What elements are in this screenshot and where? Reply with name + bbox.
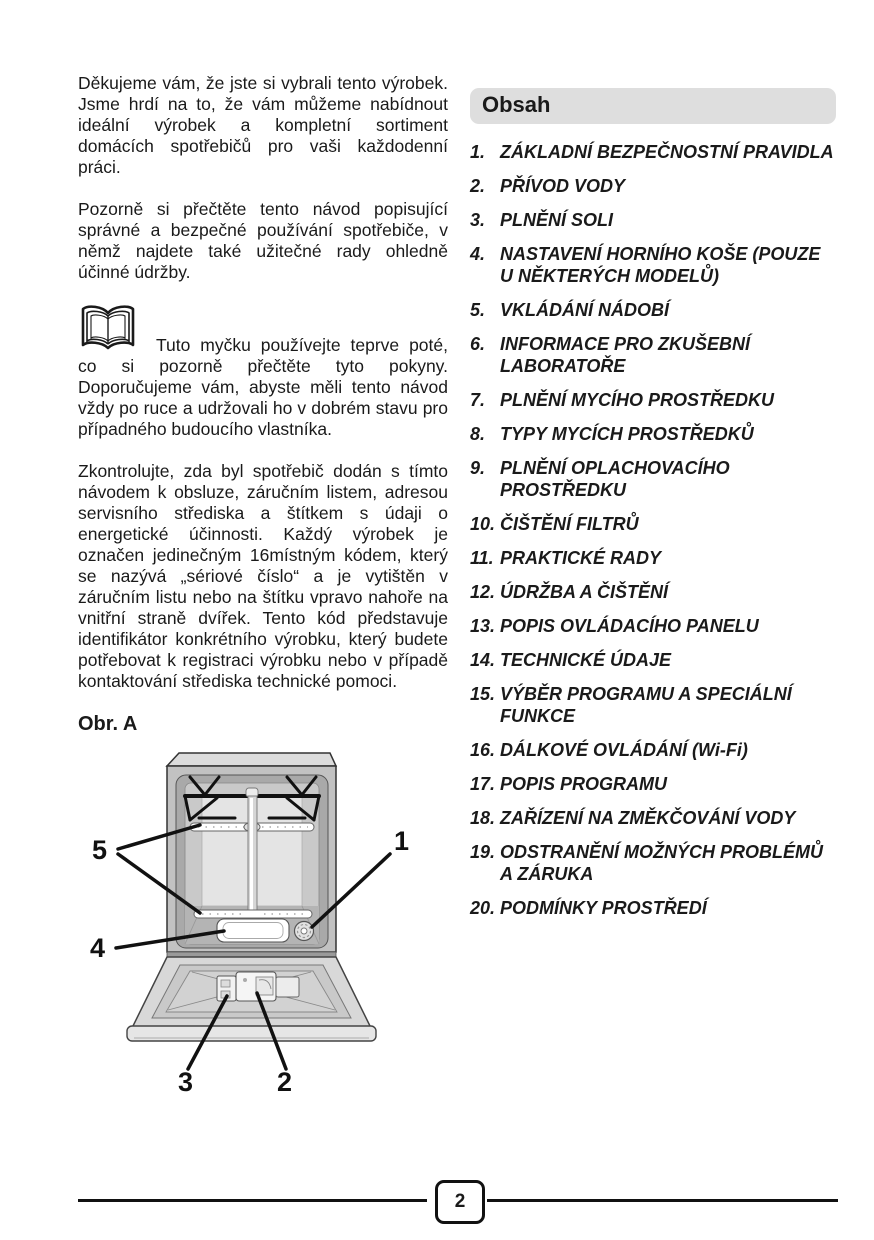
intro-paragraph-3: Tuto myčku používejte teprve poté, co si pozorně přečtěte tyto pokyny. Doporučujeme vám, abyste měli tento návod vždy po ruce a udržovali ho v dobrém stavu pro případného budoucího vlastníka. (78, 335, 448, 439)
callout-5: 5 (92, 835, 108, 865)
toc-item-number: 8. (470, 424, 486, 444)
toc-item (470, 141, 836, 163)
toc-item (470, 389, 836, 411)
toc-item-number: 5. (470, 300, 486, 320)
toc-item-label: NASTAVENÍ HORNÍHO KOŠE (POUZE U NĚKTERÝCH MODELŮ) (500, 244, 821, 286)
intro-paragraph-1: Děkujeme vám, že jste si vybrali tento výrobek. Jsme hrdí na to, že vám můžeme nabídnout ideální výrobek a kompletní sortiment domácích spotřebičů pro vaši každodenní práci. (78, 73, 448, 177)
callout-4: 4 (90, 933, 106, 963)
dishwasher-figure (78, 750, 448, 1102)
toc-item-number: 4. (470, 244, 486, 264)
toc-item-label: ZAŘÍZENÍ NA ZMĚKČOVÁNÍ VODY (500, 808, 796, 828)
toc-item-number: 11. (470, 548, 494, 568)
toc-item (470, 457, 836, 501)
intro-paragraph-4: Zkontrolujte, zda byl spotřebič dodán s tímto návodem k obsluze, záručním listem, adresou servisního střediska a štítkem s údaji o energetické účinnosti. Každý výrobek je označen jedinečným 16místným kódem, který se nazývá „sériové číslo“ a je vytištěn v záručním listu nebo na štítku vpravo nahoře na vnitřní straně dvířek. Tento kód představuje identifikátor konkrétního výrobku, který budete potřebovat k registraci výrobku nebo v případě kontaktování střediska technické pomoci. (78, 461, 448, 691)
toc-item (470, 897, 836, 919)
toc-item-label: VKLÁDÁNÍ NÁDOBÍ (500, 300, 669, 320)
toc-item-number: 10. (470, 514, 496, 534)
toc-item-number: 15. (470, 684, 496, 704)
toc-item-label: PRAKTICKÉ RADY (500, 548, 662, 568)
page-footer (0, 1180, 874, 1224)
toc-item (470, 423, 836, 445)
toc-item-label: TYPY MYCÍCH PROSTŘEDKŮ (500, 424, 754, 444)
toc-item-label: POPIS PROGRAMU (500, 774, 668, 794)
toc-item-label: ODSTRANĚNÍ MOŽNÝCH PROBLÉMŮ A ZÁRUKA (500, 842, 823, 884)
toc-item-number: 16. (470, 740, 496, 760)
toc-item-label: ČIŠTĚNÍ FILTRŮ (500, 514, 639, 534)
toc-item-label: ÚDRŽBA A ČIŠTĚNÍ (500, 582, 668, 602)
callout-2: 2 (277, 1067, 293, 1097)
toc-item (470, 209, 836, 231)
toc-item-label: ZÁKLADNÍ BEZPEČNOSTNÍ PRAVIDLA (500, 142, 834, 162)
toc-item-number: 3. (470, 210, 486, 230)
toc-header (470, 88, 836, 124)
toc-item (470, 243, 836, 287)
toc-item-label: VÝBĚR PROGRAMU A SPECIÁLNÍ FUNKCE (500, 684, 792, 726)
toc-item-number: 20. (470, 898, 496, 918)
intro-column (78, 73, 448, 1102)
lower-spray-arm (194, 910, 312, 918)
toc-title: Obsah (482, 92, 551, 117)
toc-item (470, 615, 836, 637)
toc-item-number: 7. (470, 390, 486, 410)
toc-item (470, 841, 836, 885)
toc-item-number: 9. (470, 458, 486, 478)
footer-rule-left (78, 1199, 427, 1202)
toc-item-label: TECHNICKÉ ÚDAJE (500, 650, 672, 670)
toc-item-number: 1. (470, 142, 486, 162)
toc-item-label: DÁLKOVÉ OVLÁDÁNÍ (Wi-Fi) (500, 740, 748, 760)
callout-1: 1 (394, 826, 410, 856)
toc-item-label: INFORMACE PRO ZKUŠEBNÍ LABORATOŘE (500, 334, 751, 376)
toc-item-label: POPIS OVLÁDACÍHO PANELU (500, 616, 759, 636)
intro-paragraph-3-block (78, 304, 448, 440)
toc-item (470, 739, 836, 761)
toc-item-label: PLNĚNÍ SOLI (500, 210, 614, 230)
toc-item (470, 649, 836, 671)
toc-item (470, 547, 836, 569)
toc-item (470, 683, 836, 727)
toc-item-label: PODMÍNKY PROSTŘEDÍ (500, 898, 707, 918)
toc-item (470, 773, 836, 795)
intro-paragraph-2: Pozorně si přečtěte tento návod popisující správné a bezpečné používání spotřebiče, v němž najdete také užitečné rady ohledně účinné údržby. (78, 199, 448, 282)
page-number-box (435, 1180, 485, 1224)
toc-item-number: 17. (470, 774, 496, 794)
figure-label: Obr. A (78, 713, 138, 735)
toc-item-label: PLNĚNÍ MYCÍHO PROSTŘEDKU (500, 390, 775, 410)
toc-item (470, 581, 836, 603)
page-number: 2 (454, 1191, 466, 1212)
footer-rule-right (487, 1199, 838, 1202)
toc-item-number: 13. (470, 616, 496, 636)
toc-item-label: PŘÍVOD VODY (500, 176, 626, 196)
toc-item (470, 513, 836, 535)
toc-item-number: 2. (470, 176, 486, 196)
filter (217, 919, 289, 942)
toc-item-number: 14. (470, 650, 496, 670)
toc-item-number: 6. (470, 334, 486, 354)
callout-3: 3 (178, 1067, 194, 1097)
salt-cap (295, 922, 314, 941)
toc-item (470, 175, 836, 197)
toc-item-label: PLNĚNÍ OPLACHOVACÍHO PROSTŘEDKU (500, 458, 730, 500)
toc-item-number: 12. (470, 582, 496, 602)
toc-item (470, 807, 836, 829)
toc-column (470, 88, 836, 931)
open-book-icon (78, 302, 138, 352)
toc-item-number: 18. (470, 808, 496, 828)
toc-item-number: 19. (470, 842, 496, 862)
toc-item (470, 299, 836, 321)
toc-list (470, 141, 836, 919)
toc-item (470, 333, 836, 377)
